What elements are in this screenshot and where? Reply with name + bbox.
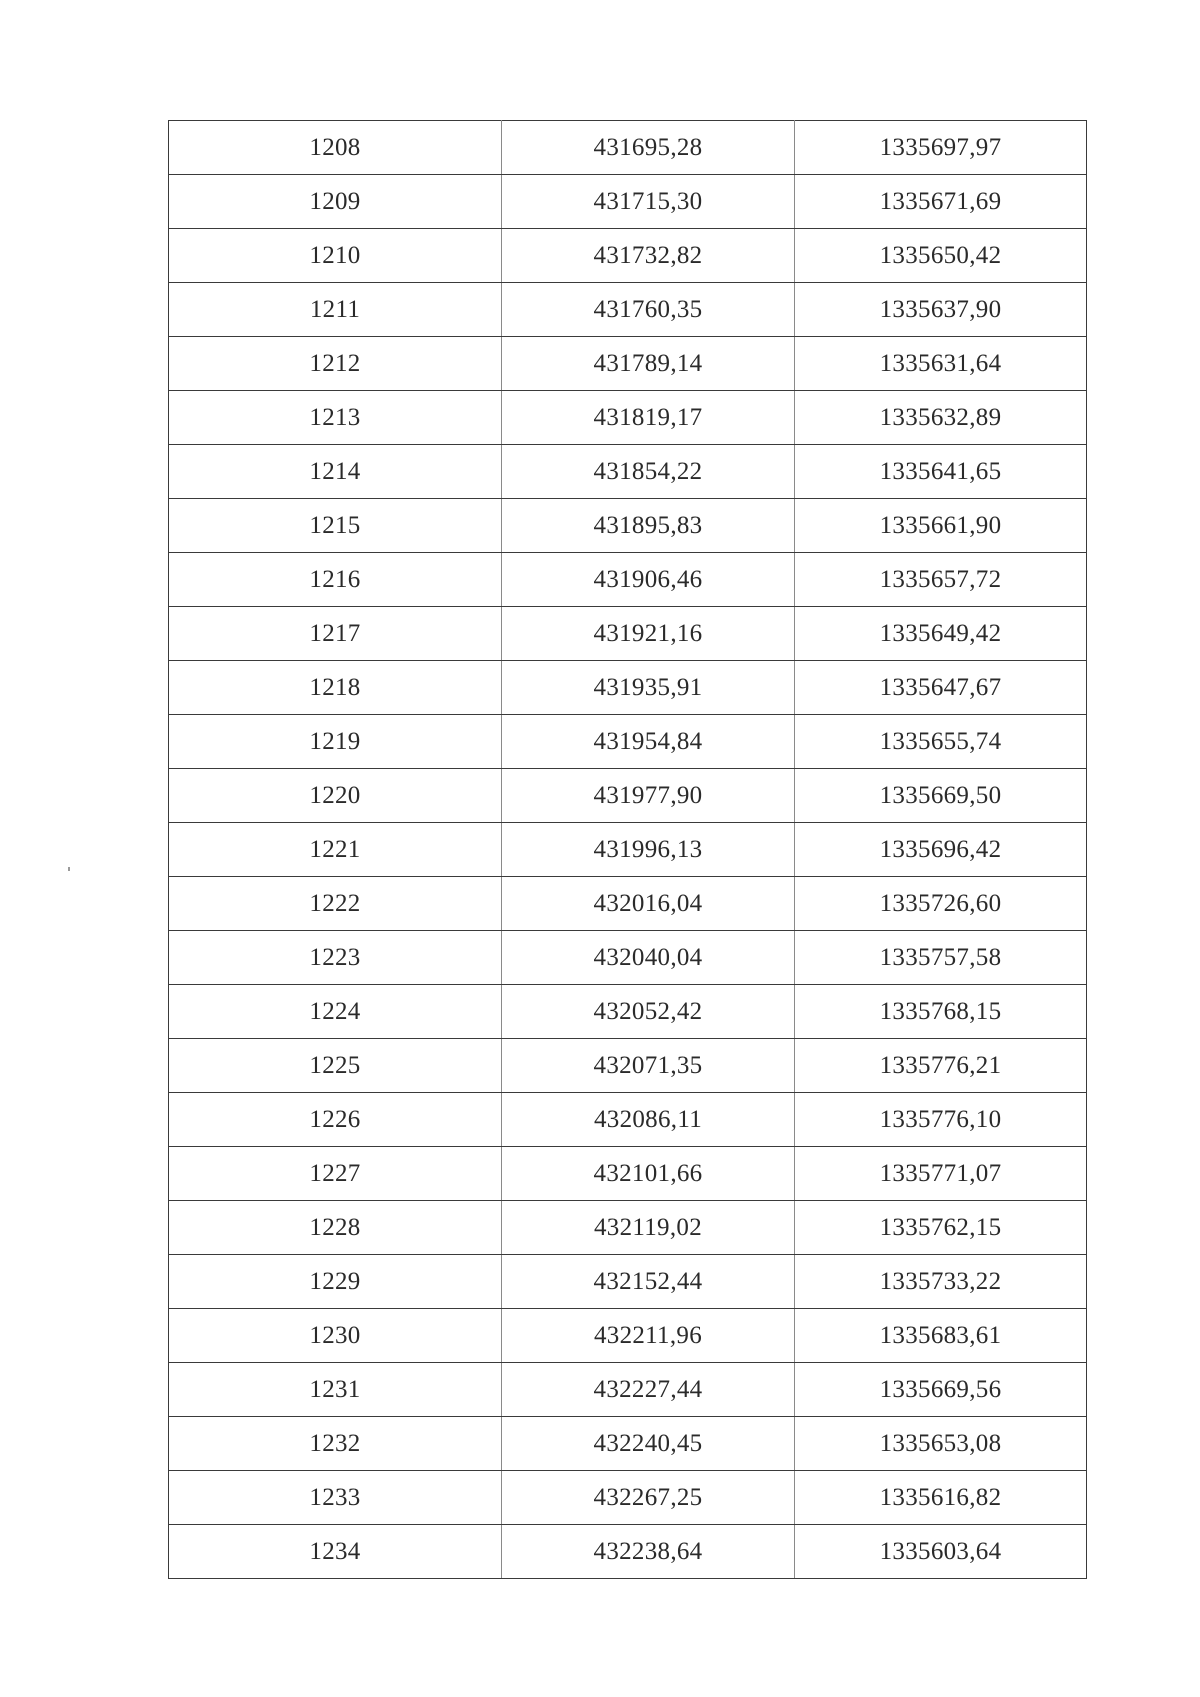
point-number-cell: 1209 (169, 175, 502, 229)
y-coordinate-cell: 1335649,42 (795, 607, 1087, 661)
table-row (169, 283, 1087, 337)
y-coordinate-cell: 1335683,61 (795, 1309, 1087, 1363)
table-row (169, 1309, 1087, 1363)
x-coordinate-cell: 432119,02 (502, 1201, 795, 1255)
y-coordinate-cell: 1335631,64 (795, 337, 1087, 391)
x-coordinate-cell: 432040,04 (502, 931, 795, 985)
table-row (169, 1201, 1087, 1255)
y-coordinate-cell: 1335776,21 (795, 1039, 1087, 1093)
y-coordinate-cell: 1335653,08 (795, 1417, 1087, 1471)
point-number-cell: 1227 (169, 1147, 502, 1201)
point-number-cell: 1215 (169, 499, 502, 553)
table-row (169, 715, 1087, 769)
table-row (169, 121, 1087, 175)
y-coordinate-cell: 1335637,90 (795, 283, 1087, 337)
y-coordinate-cell: 1335632,89 (795, 391, 1087, 445)
point-number-cell: 1230 (169, 1309, 502, 1363)
x-coordinate-cell: 431760,35 (502, 283, 795, 337)
point-number-cell: 1220 (169, 769, 502, 823)
x-coordinate-cell: 432267,25 (502, 1471, 795, 1525)
table-row (169, 877, 1087, 931)
point-number-cell: 1219 (169, 715, 502, 769)
point-number-cell: 1232 (169, 1417, 502, 1471)
table-row (169, 1039, 1087, 1093)
table-row (169, 553, 1087, 607)
table-row (169, 499, 1087, 553)
point-number-cell: 1208 (169, 121, 502, 175)
table-row (169, 1471, 1087, 1525)
table-row (169, 391, 1087, 445)
point-number-cell: 1231 (169, 1363, 502, 1417)
x-coordinate-cell: 432240,45 (502, 1417, 795, 1471)
x-coordinate-cell: 431906,46 (502, 553, 795, 607)
y-coordinate-cell: 1335657,72 (795, 553, 1087, 607)
point-number-cell: 1211 (169, 283, 502, 337)
table-row (169, 1363, 1087, 1417)
x-coordinate-cell: 431935,91 (502, 661, 795, 715)
point-number-cell: 1222 (169, 877, 502, 931)
table-row (169, 175, 1087, 229)
scan-speck (68, 867, 70, 871)
x-coordinate-cell: 432016,04 (502, 877, 795, 931)
point-number-cell: 1233 (169, 1471, 502, 1525)
table-row (169, 229, 1087, 283)
x-coordinate-cell: 432052,42 (502, 985, 795, 1039)
y-coordinate-cell: 1335671,69 (795, 175, 1087, 229)
table-row (169, 1093, 1087, 1147)
y-coordinate-cell: 1335603,64 (795, 1525, 1087, 1579)
x-coordinate-cell: 432238,64 (502, 1525, 795, 1579)
table-row (169, 1147, 1087, 1201)
point-number-cell: 1214 (169, 445, 502, 499)
x-coordinate-cell: 431732,82 (502, 229, 795, 283)
point-number-cell: 1234 (169, 1525, 502, 1579)
table-row (169, 985, 1087, 1039)
table-row (169, 1525, 1087, 1579)
y-coordinate-cell: 1335696,42 (795, 823, 1087, 877)
x-coordinate-cell: 431819,17 (502, 391, 795, 445)
coordinates-table-body (169, 121, 1087, 1579)
point-number-cell: 1226 (169, 1093, 502, 1147)
point-number-cell: 1224 (169, 985, 502, 1039)
x-coordinate-cell: 431854,22 (502, 445, 795, 499)
y-coordinate-cell: 1335762,15 (795, 1201, 1087, 1255)
x-coordinate-cell: 432152,44 (502, 1255, 795, 1309)
point-number-cell: 1213 (169, 391, 502, 445)
y-coordinate-cell: 1335726,60 (795, 877, 1087, 931)
point-number-cell: 1225 (169, 1039, 502, 1093)
x-coordinate-cell: 431954,84 (502, 715, 795, 769)
point-number-cell: 1218 (169, 661, 502, 715)
y-coordinate-cell: 1335616,82 (795, 1471, 1087, 1525)
x-coordinate-cell: 432211,96 (502, 1309, 795, 1363)
y-coordinate-cell: 1335655,74 (795, 715, 1087, 769)
x-coordinate-cell: 432086,11 (502, 1093, 795, 1147)
x-coordinate-cell: 432071,35 (502, 1039, 795, 1093)
y-coordinate-cell: 1335647,67 (795, 661, 1087, 715)
y-coordinate-cell: 1335669,50 (795, 769, 1087, 823)
x-coordinate-cell: 431715,30 (502, 175, 795, 229)
table-row (169, 823, 1087, 877)
x-coordinate-cell: 432101,66 (502, 1147, 795, 1201)
y-coordinate-cell: 1335661,90 (795, 499, 1087, 553)
y-coordinate-cell: 1335776,10 (795, 1093, 1087, 1147)
table-row (169, 445, 1087, 499)
point-number-cell: 1210 (169, 229, 502, 283)
x-coordinate-cell: 431789,14 (502, 337, 795, 391)
point-number-cell: 1212 (169, 337, 502, 391)
point-number-cell: 1221 (169, 823, 502, 877)
point-number-cell: 1229 (169, 1255, 502, 1309)
table-row (169, 337, 1087, 391)
x-coordinate-cell: 431921,16 (502, 607, 795, 661)
table-row (169, 607, 1087, 661)
point-number-cell: 1217 (169, 607, 502, 661)
y-coordinate-cell: 1335641,65 (795, 445, 1087, 499)
point-number-cell: 1223 (169, 931, 502, 985)
x-coordinate-cell: 431996,13 (502, 823, 795, 877)
y-coordinate-cell: 1335733,22 (795, 1255, 1087, 1309)
table-row (169, 1417, 1087, 1471)
table-row (169, 1255, 1087, 1309)
table-row (169, 661, 1087, 715)
y-coordinate-cell: 1335771,07 (795, 1147, 1087, 1201)
y-coordinate-cell: 1335697,97 (795, 121, 1087, 175)
x-coordinate-cell: 431977,90 (502, 769, 795, 823)
x-coordinate-cell: 431695,28 (502, 121, 795, 175)
table-row (169, 931, 1087, 985)
y-coordinate-cell: 1335669,56 (795, 1363, 1087, 1417)
y-coordinate-cell: 1335650,42 (795, 229, 1087, 283)
table-row (169, 769, 1087, 823)
x-coordinate-cell: 432227,44 (502, 1363, 795, 1417)
y-coordinate-cell: 1335757,58 (795, 931, 1087, 985)
point-number-cell: 1228 (169, 1201, 502, 1255)
point-number-cell: 1216 (169, 553, 502, 607)
x-coordinate-cell: 431895,83 (502, 499, 795, 553)
coordinates-table (168, 120, 1087, 1579)
y-coordinate-cell: 1335768,15 (795, 985, 1087, 1039)
